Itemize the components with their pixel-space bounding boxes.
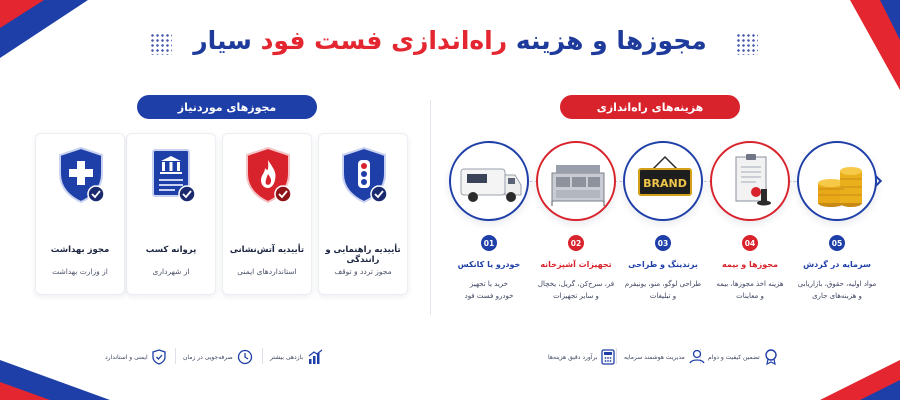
step-image-truck [449, 141, 529, 221]
dots-decoration-right [736, 33, 758, 55]
traffic-light-shield-icon [339, 146, 389, 204]
step-description [618, 278, 708, 302]
license-subtitle: مجوز تردد و توقف [334, 267, 392, 276]
page-title [190, 26, 710, 55]
license-card-fire [222, 133, 312, 295]
step-number: 05 [829, 235, 845, 251]
section-divider [430, 100, 431, 315]
step-image-documents [710, 141, 790, 221]
licenses-header: مجوزهای موردنیاز [137, 95, 317, 119]
corner-decoration-top-left-accent [0, 0, 44, 28]
step-description-line: فر، سرخ‌کن، گریل، یخچال [537, 280, 615, 288]
step-title: سرمایه در گردش [803, 260, 871, 269]
step-description-line: هزینه اخذ مجوزها، بیمه [716, 280, 784, 288]
capital-management-icon [689, 349, 705, 365]
footer-label: ایمنی و استاندارد [105, 353, 148, 361]
step-number: 02 [568, 235, 584, 251]
fire-shield-icon [243, 146, 293, 204]
step-number: 04 [742, 235, 758, 251]
license-title: تأییدیه راهنمایی و رانندگی [325, 245, 401, 265]
growth-chart-icon [307, 349, 323, 365]
step-image-brand [623, 141, 703, 221]
step-description-line: خودرو فست فود [464, 292, 514, 300]
license-title: تأییدیه آتش‌نشانی [229, 245, 305, 255]
corner-decoration-bottom-left [0, 340, 110, 400]
truck-icon [451, 143, 529, 221]
footer-label: صرفه‌جویی در زمان [183, 353, 233, 361]
documents-stamp-icon [712, 143, 790, 221]
footer-separator [616, 348, 617, 364]
footer-separator [175, 348, 176, 364]
footer-item-estimate [548, 346, 615, 368]
coins-icon [799, 143, 877, 221]
corner-decoration-top-right [810, 0, 900, 90]
footer-item-capital [624, 346, 705, 368]
quality-badge-icon [764, 349, 778, 365]
step-description-line: خرید یا تجهیز [469, 280, 508, 288]
calculator-icon [601, 349, 615, 365]
footer-label: مدیریت هوشمند سرمایه [624, 353, 685, 361]
corner-decoration-bottom-right [810, 360, 900, 400]
business-license-document-icon [147, 146, 197, 204]
step-title: تجهیزات آشپزخانه [540, 260, 612, 269]
costs-header: هزینه‌های راه‌اندازی [560, 95, 740, 119]
step-title: برندینگ و طراحی [628, 260, 698, 269]
step-image-kitchen [536, 141, 616, 221]
footer-label: برآورد دقیق هزینه‌ها [548, 353, 598, 361]
step-number: 01 [481, 235, 497, 251]
brand-sign-icon [625, 143, 703, 221]
footer-label: تضمین کیفیت و دوام [708, 353, 760, 361]
footer-separator [262, 348, 263, 364]
brand-sign-text: BRAND [643, 177, 687, 190]
footer-item-quality [708, 346, 778, 368]
step-description [705, 278, 795, 302]
step-title: خودرو یا کانکس [457, 260, 521, 269]
step-description-line: و سایر تجهیزات [553, 292, 599, 300]
footer-item-time [183, 346, 253, 368]
title-part-blue: مجوزها و هزینه [515, 26, 707, 55]
health-cross-shield-icon [56, 146, 106, 204]
clock-icon [237, 349, 253, 365]
step-title: مجوزها و بیمه [722, 260, 778, 269]
step-number: 03 [655, 235, 671, 251]
license-title: پروانه کسب [145, 245, 197, 255]
license-card-health [35, 133, 125, 295]
step-description-line: و تبلیغات [649, 292, 677, 300]
license-card-business [126, 133, 216, 295]
license-card-traffic [318, 133, 408, 295]
step-description [444, 278, 534, 302]
step-description-line: مواد اولیه، حقوق، بازاریابی [797, 280, 877, 288]
step-description [531, 278, 621, 302]
license-subtitle: از شهرداری [152, 267, 190, 276]
kitchen-equipment-icon [538, 143, 616, 221]
title-part-blue-end: سیار [193, 26, 252, 55]
safety-shield-icon [152, 349, 166, 365]
footer-label: بازدهی بیشتر [270, 353, 304, 361]
title-part-red: راه‌اندازی فست فود [260, 26, 508, 55]
step-description [792, 278, 882, 302]
step-description-line: و معاینات [736, 292, 764, 300]
dots-decoration-left [150, 33, 172, 55]
step-image-coins [797, 141, 877, 221]
license-subtitle: استانداردهای ایمنی [237, 267, 297, 276]
license-subtitle: از وزارت بهداشت [52, 267, 108, 276]
license-title: مجوز بهداشت [50, 245, 110, 255]
footer-item-growth [270, 346, 323, 368]
step-description-line: و هزینه‌های جاری [812, 292, 862, 300]
footer-item-safety [105, 346, 166, 368]
step-description-line: طراحی لوگو، منو، یونیفرم [624, 280, 702, 288]
